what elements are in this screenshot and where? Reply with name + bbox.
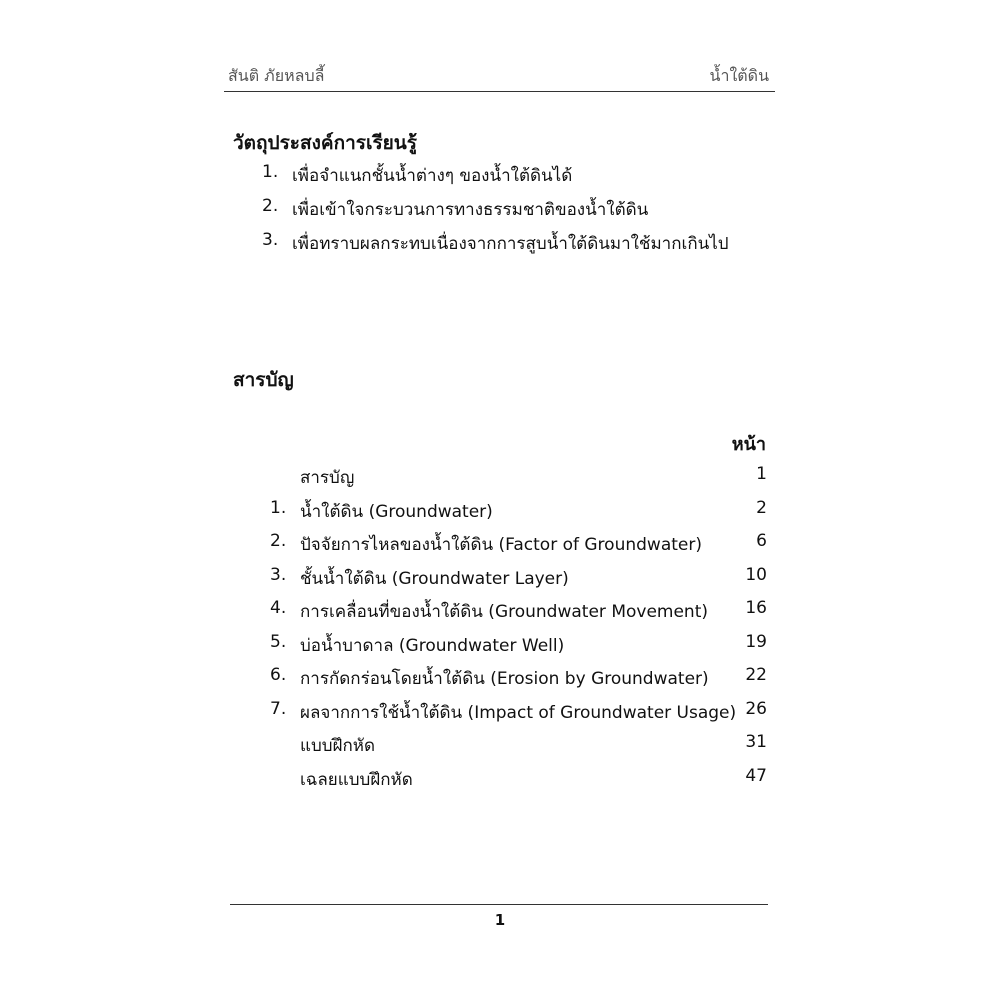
toc-entry-label: เฉลยแบบฝึกหัด <box>300 769 413 790</box>
objective-item <box>262 230 729 264</box>
toc-entry-number: 3. <box>270 564 287 585</box>
toc-list <box>262 462 767 797</box>
header-subject: น้ำใต้ดิน <box>709 66 769 85</box>
toc-entry[interactable] <box>262 630 767 664</box>
footer-divider <box>230 904 768 905</box>
toc-entry-label: ปัจจัยการไหลของน้ำใต้ดิน (Factor of Groundwater) <box>300 535 702 555</box>
toc-entry[interactable] <box>262 764 767 798</box>
objective-item <box>262 162 729 196</box>
toc-entry-label: แบบฝึกหัด <box>300 736 376 756</box>
toc-entry[interactable] <box>262 496 767 530</box>
objective-item <box>262 196 729 230</box>
toc-entry[interactable] <box>262 596 767 630</box>
toc-entry-label: ชั้นน้ำใต้ดิน (Groundwater Layer) <box>300 568 569 589</box>
toc-page-column-header: หน้า <box>731 434 766 455</box>
toc-entry-page: 2 <box>756 497 767 518</box>
objective-text: เพื่อเข้าใจกระบวนการทางธรรมชาติของน้ำใต้ดิน <box>292 200 649 220</box>
toc-entry-label: น้ำใต้ดิน (Groundwater) <box>300 501 493 522</box>
objective-text: เพื่อทราบผลกระทบเนื่องจากการสูบน้ำใต้ดินมาใช้มากเกินไป <box>292 234 729 254</box>
toc-entry-page: 6 <box>756 531 767 551</box>
toc-entry[interactable] <box>262 462 767 496</box>
objective-number: 2. <box>262 196 279 216</box>
toc-entry-number: 4. <box>270 598 287 618</box>
toc-entry[interactable] <box>262 697 767 731</box>
header-divider <box>224 91 775 92</box>
toc-entry-page: 19 <box>745 631 767 652</box>
toc-entry-page: 26 <box>745 698 767 719</box>
toc-entry-number: 7. <box>270 698 287 719</box>
header-author: สันติ ภัยหลบลี้ <box>228 66 325 85</box>
toc-entry-label: สารบัญ <box>300 468 355 488</box>
toc-entry-number: 6. <box>270 665 287 685</box>
footer-page-number: 1 <box>494 911 506 929</box>
objectives-heading: วัตถุประสงค์การเรียนรู้ <box>233 132 417 154</box>
objective-text: เพื่อจำแนกชั้นน้ำต่างๆ ของน้ำใต้ดินได้ <box>292 166 573 186</box>
toc-entry-label: การกัดกร่อนโดยน้ำใต้ดิน (Erosion by Groundwater) <box>300 669 709 689</box>
toc-entry-number: 5. <box>270 631 287 652</box>
toc-entry-page: 47 <box>745 765 767 786</box>
toc-heading: สารบัญ <box>233 369 294 391</box>
toc-entry[interactable] <box>262 563 767 597</box>
toc-entry-page: 31 <box>745 732 767 752</box>
toc-entry[interactable] <box>262 663 767 697</box>
toc-entry-label: บ่อน้ำบาดาล (Groundwater Well) <box>300 635 565 656</box>
toc-entry-number: 1. <box>270 497 287 518</box>
objective-number: 1. <box>262 162 279 182</box>
toc-entry-number: 2. <box>270 531 287 551</box>
toc-entry-label: ผลจากการใช้น้ำใต้ดิน (Impact of Groundwater Usage) <box>300 702 737 723</box>
toc-entry-page: 1 <box>756 464 767 484</box>
running-header <box>224 62 775 92</box>
toc-entry[interactable] <box>262 730 767 764</box>
toc-entry[interactable] <box>262 529 767 563</box>
objectives-list <box>262 162 729 264</box>
toc-entry-label: การเคลื่อนที่ของน้ำใต้ดิน (Groundwater Movement) <box>300 602 708 622</box>
toc-entry-page: 10 <box>745 564 767 585</box>
objective-number: 3. <box>262 230 279 250</box>
toc-entry-page: 22 <box>745 665 767 685</box>
toc-entry-page: 16 <box>745 598 767 618</box>
